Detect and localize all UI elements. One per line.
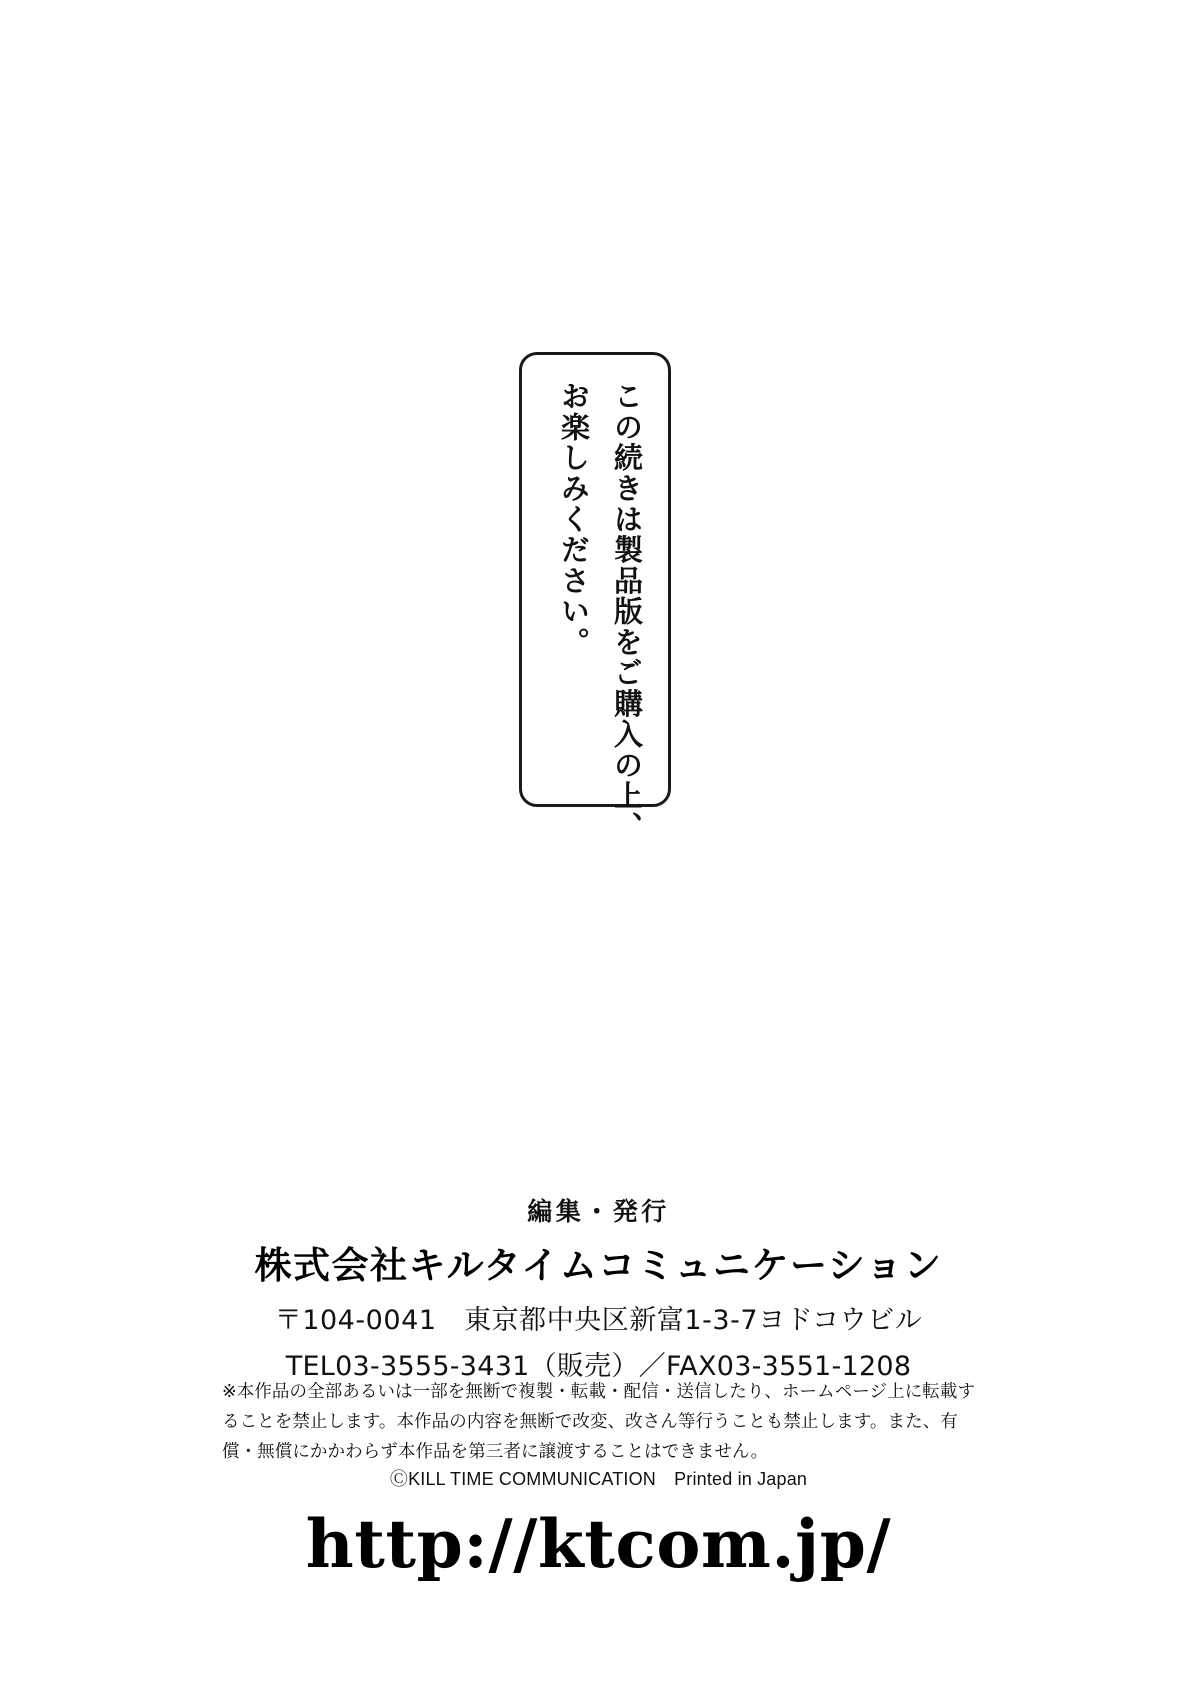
publisher-website-url[interactable]: http://ktcom.jp/ [305, 1505, 892, 1583]
publisher-label: 編集・発行 [527, 1197, 670, 1226]
publisher-block [0, 1192, 1197, 1383]
publisher-contact: TEL03-3555-3431（販売）／FAX03-3551-1208 [285, 1351, 912, 1382]
notice-line-2: お楽しみください。 [557, 381, 592, 658]
publisher-address: 〒104-0041 東京都中央区新富1-3-7ヨドコウビル [274, 1305, 923, 1336]
notice-line-1: この続きは製品版をご購入の上、 [610, 381, 644, 843]
copyright-line: ⒸKILL TIME COMMUNICATION Printed in Japan [389, 1469, 808, 1489]
publisher-name: 株式会社キルタイムコミュニケーション [254, 1244, 943, 1287]
legal-notice: ※本作品の全部あるいは一部を無断で複製・転載・配信・送信したり、ホームページ上に転載することを禁止します。本作品の内容を無断で改変、改さん等行うことも禁止します。また、有償・無償にかかわらず本作品を第三者に譲渡することはできません。 [222, 1382, 976, 1463]
purchase-notice-box [519, 352, 671, 843]
